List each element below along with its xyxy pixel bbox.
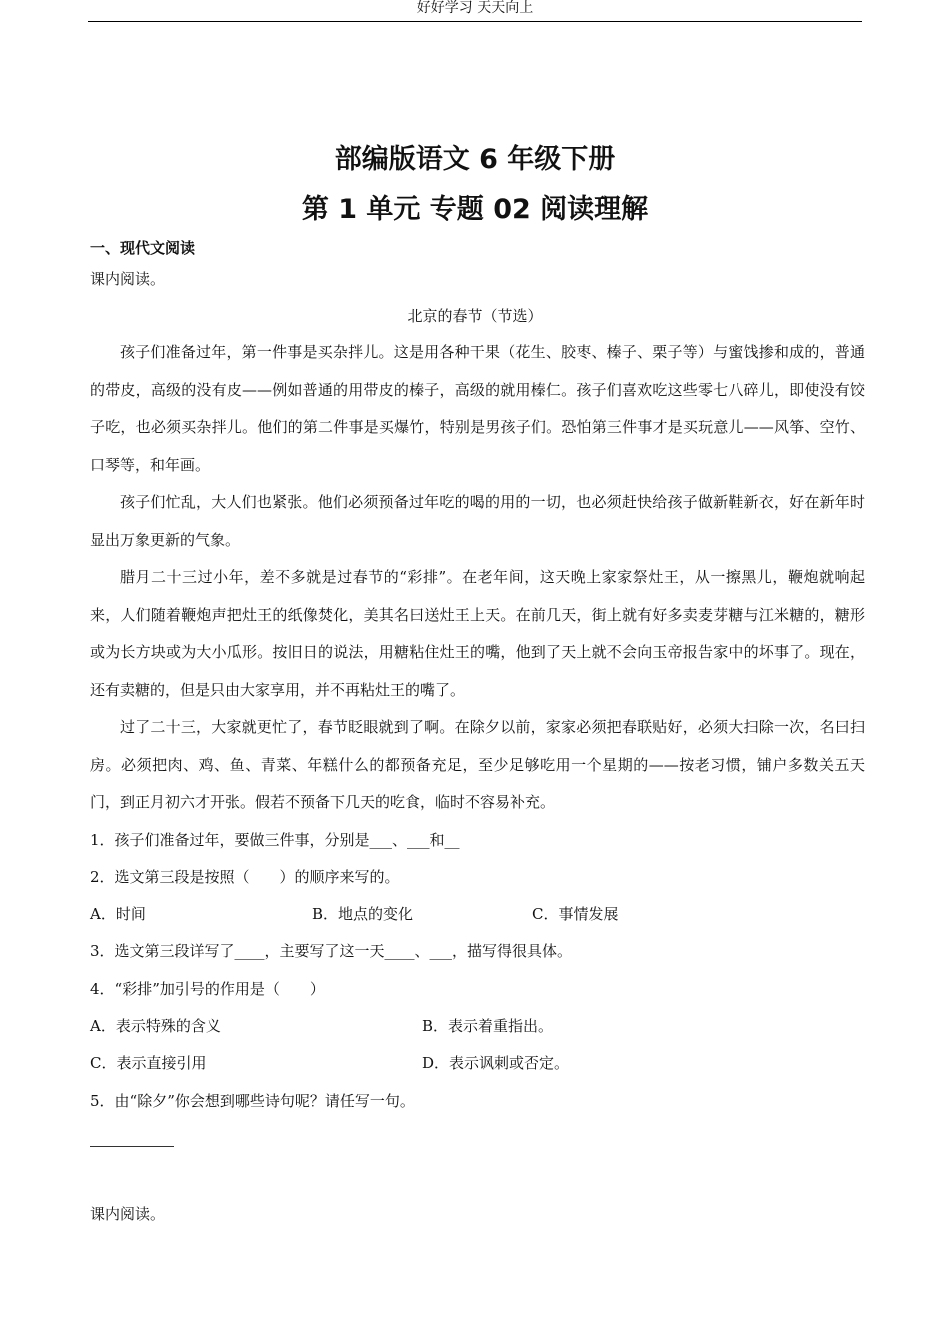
question-5: 5．由“除夕”你会想到哪些诗句呢？请任写一句。 xyxy=(90,1092,415,1110)
document-title: 部编版语文 6 年级下册 xyxy=(334,144,616,175)
header-divider xyxy=(88,21,862,22)
passage-paragraph: 孩子们忙乱，大人们也紧张。他们必须预备过年吃的喝的用的一切，也必须赶快给孩子做新鞋新衣，好在新年时显出万象更新的气象。 xyxy=(90,493,865,549)
question-2: 2．选文第三段是按照（ ）的顺序来写的。 xyxy=(90,868,400,886)
question-1: 1．孩子们准备过年，要做三件事，分别是___、___和__ xyxy=(90,831,460,849)
passage-title: 北京的春节（节选） xyxy=(407,307,543,325)
document-subtitle: 第 1 单元 专题 02 阅读理解 xyxy=(301,194,649,225)
question-2-option-b: B．地点的变化 xyxy=(312,905,414,923)
question-4: 4．“彩排”加引号的作用是（ ） xyxy=(90,980,325,998)
page-header-slogan: 好好学习 天天向上 xyxy=(416,0,534,16)
passage-paragraph: 孩子们准备过年，第一件事是买杂拌儿。这是用各种干果（花生、胶枣、榛子、栗子等）与蜜饯掺和成的，普通的带皮，高级的没有皮——例如普通的用带皮的榛子，高级的就用榛仁。孩子们喜欢吃这些零七八碎儿，即使没有饺子吃，也必须买杂拌儿。他们的第二件事是买爆竹，特别是男孩子们。恐怕第三件事才是买玩意儿——风筝、空竹、口琴等，和年画。 xyxy=(90,343,865,474)
next-reading-intro: 课内阅读。 xyxy=(90,1205,166,1223)
passage-body xyxy=(90,334,865,822)
section-heading: 一、现代文阅读 xyxy=(90,239,196,257)
question-2-option-a: A．时间 xyxy=(90,905,146,923)
passage-paragraph: 腊月二十三过小年，差不多就是过春节的“彩排”。在老年间，这天晚上家家祭灶王，从一擦黑儿，鞭炮就响起来，人们随着鞭炮声把灶王的纸像焚化，美其名曰送灶王上天。在前几天，街上就有好多卖麦芽糖与江米糖的，糖形或为长方块或为大小瓜形。按旧日的说法，用糖粘住灶王的嘴，他到了天上就不会向玉帝报告家中的坏事了。现在，还有卖糖的，但是只由大家享用，并不再粘灶王的嘴了。 xyxy=(90,568,865,699)
question-4-option-b: B．表示着重指出。 xyxy=(422,1017,554,1035)
answer-blank-line xyxy=(90,1146,174,1147)
question-4-option-c: C．表示直接引用 xyxy=(90,1054,207,1072)
reading-intro: 课内阅读。 xyxy=(90,270,166,288)
passage-paragraph: 过了二十三，大家就更忙了，春节眨眼就到了啊。在除夕以前，家家必须把春联贴好，必须大扫除一次，名曰扫房。必须把肉、鸡、鱼、青菜、年糕什么的都预备充足，至少足够吃用一个星期的——按老习惯，铺户多数关五天门，到正月初六才开张。假若不预备下几天的吃食，临时不容易补充。 xyxy=(90,718,865,811)
question-3: 3．选文第三段详写了____，主要写了这一天____、___，描写得很具体。 xyxy=(90,942,573,960)
question-4-option-d: D．表示讽刺或否定。 xyxy=(422,1054,570,1072)
question-4-option-a: A．表示特殊的含义 xyxy=(90,1017,221,1035)
question-2-option-c: C．事情发展 xyxy=(532,905,619,923)
